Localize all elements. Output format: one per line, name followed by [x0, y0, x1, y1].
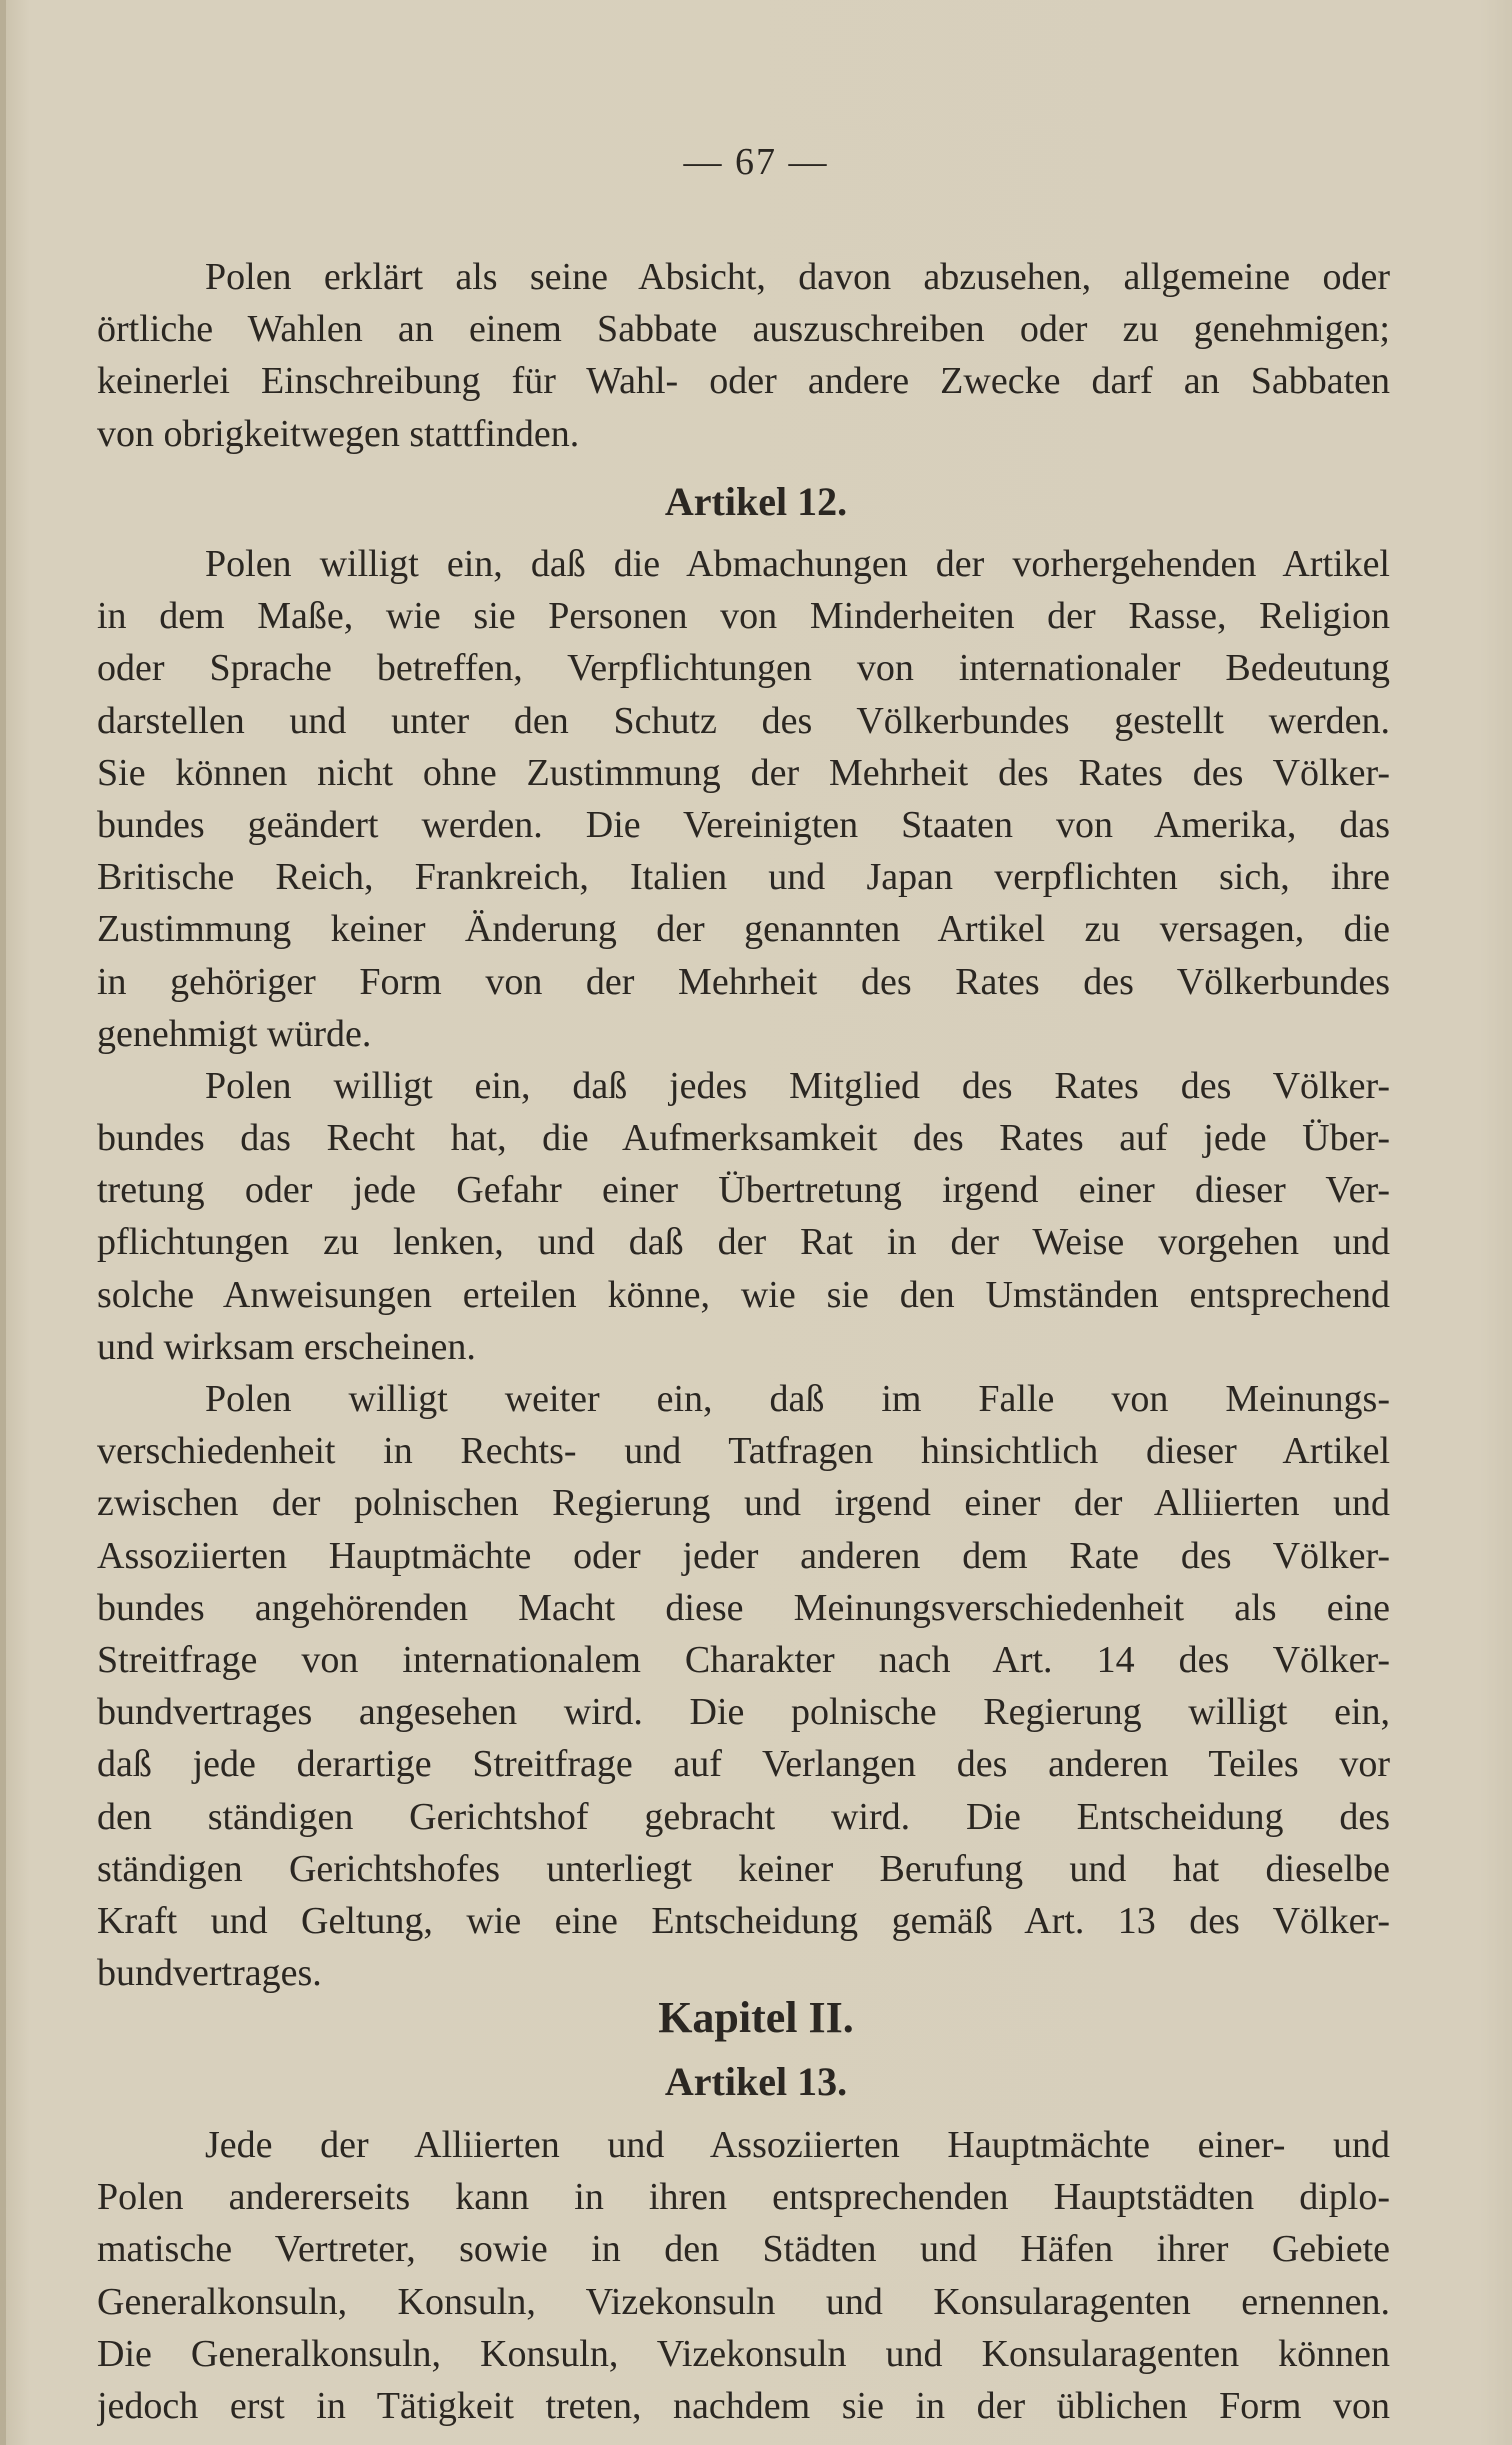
- text-line: in gehöriger Form von der Mehrheit des Rates des Völkerbundes: [97, 960, 1390, 1003]
- text-block: [97, 2119, 1390, 2432]
- page-number: — 67 —: [683, 141, 829, 183]
- text-line: und wirksam erscheinen.: [97, 1325, 476, 1368]
- chapter-heading: Kapitel II.: [658, 1993, 854, 2042]
- text-line: darstellen und unter den Schutz des Völkerbundes gestellt werden.: [97, 699, 1390, 742]
- text-line: Polen willigt ein, daß jedes Mitglied des Rates des Völker-: [205, 1064, 1390, 1107]
- text-line: daß jede derartige Streitfrage auf Verlangen des anderen Teiles vor: [97, 1743, 1390, 1786]
- text-line: tretung oder jede Gefahr einer Übertretung irgend einer dieser Ver-: [97, 1169, 1390, 1212]
- text-line: Polen willigt weiter ein, daß im Falle von Meinungs-: [205, 1378, 1390, 1420]
- text-line: Kraft und Geltung, wie eine Entscheidung gemäß Art. 13 des Völker-: [97, 1899, 1390, 1942]
- text-line: Assoziierten Hauptmächte oder jeder anderen dem Rate des Völker-: [97, 1534, 1390, 1577]
- text-line: ständigen Gerichtshofes unterliegt keiner Berufung und hat dieselbe: [97, 1847, 1390, 1890]
- text-line: bundvertrages.: [97, 1952, 322, 1995]
- text-line: den ständigen Gerichtshof gebracht wird. Die Entscheidung des: [97, 1795, 1390, 1838]
- text-line: keinerlei Einschreibung für Wahl- oder andere Zwecke darf an Sabbaten: [97, 360, 1390, 403]
- text-line: örtliche Wahlen an einem Sabbate auszuschreiben oder zu genehmigen;: [97, 308, 1390, 351]
- text-line: Polen erklärt als seine Absicht, davon abzusehen, allgemeine oder: [205, 256, 1390, 298]
- text-line: jedoch erst in Tätigkeit treten, nachdem sie in der üblichen Form von: [97, 2384, 1390, 2427]
- text-line: Polen andererseits kann in ihren entsprechenden Hauptstädten diplo-: [97, 2176, 1390, 2219]
- text-line: bundes geändert werden. Die Vereinigten Staaten von Amerika, das: [97, 803, 1390, 846]
- text-line: pflichtungen zu lenken, und daß der Rat in der Weise vorgehen und: [97, 1221, 1390, 1264]
- text-line: bundvertrages angesehen wird. Die polnische Regierung willigt ein,: [97, 1691, 1390, 1734]
- text-block: [97, 251, 1390, 460]
- text-line: bundes angehörenden Macht diese Meinungsverschiedenheit als eine: [97, 1586, 1390, 1629]
- text-line: Zustimmung keiner Änderung der genannten Artikel zu versagen, die: [97, 908, 1390, 951]
- text-line: matische Vertreter, sowie in den Städten und Häfen ihrer Gebiete: [97, 2228, 1390, 2271]
- text-line: Britische Reich, Frankreich, Italien und Japan verpflichten sich, ihre: [97, 856, 1390, 899]
- text-line: Sie können nicht ohne Zustimmung der Mehrheit des Rates des Völker-: [97, 751, 1390, 794]
- text-line: in dem Maße, wie sie Personen von Minderheiten der Rasse, Religion: [97, 595, 1390, 638]
- text-line: bundes das Recht hat, die Aufmerksamkeit des Rates auf jede Über-: [97, 1117, 1390, 1160]
- text-line: Polen willigt ein, daß die Abmachungen der vorhergehenden Artikel: [205, 543, 1390, 585]
- text-line: solche Anweisungen erteilen könne, wie sie den Umständen entsprechend: [97, 1273, 1390, 1316]
- text-line: genehmigt würde.: [97, 1012, 372, 1055]
- text-line: Streitfrage von internationalem Charakter nach Art. 14 des Völker-: [97, 1638, 1390, 1681]
- text-line: verschiedenheit in Rechts- und Tatfragen hinsichtlich dieser Artikel: [97, 1430, 1390, 1473]
- text-line: oder Sprache betreffen, Verpflichtungen von internationaler Bedeutung: [97, 647, 1390, 690]
- text-line: von obrigkeitwegen stattfinden.: [97, 412, 580, 455]
- article-heading: Artikel 12.: [664, 479, 848, 524]
- text-line: zwischen der polnischen Regierung und irgend einer der Alliierten und: [97, 1482, 1390, 1525]
- text-line: Generalkonsuln, Konsuln, Vizekonsuln und Konsularagenten ernennen.: [97, 2280, 1390, 2323]
- text-block: [97, 538, 1390, 1999]
- text-line: Die Generalkonsuln, Konsuln, Vizekonsuln und Konsularagenten können: [97, 2332, 1390, 2375]
- text-line: Jede der Alliierten und Assoziierten Hauptmächte einer- und: [205, 2124, 1390, 2166]
- article-heading: Artikel 13.: [664, 2059, 848, 2104]
